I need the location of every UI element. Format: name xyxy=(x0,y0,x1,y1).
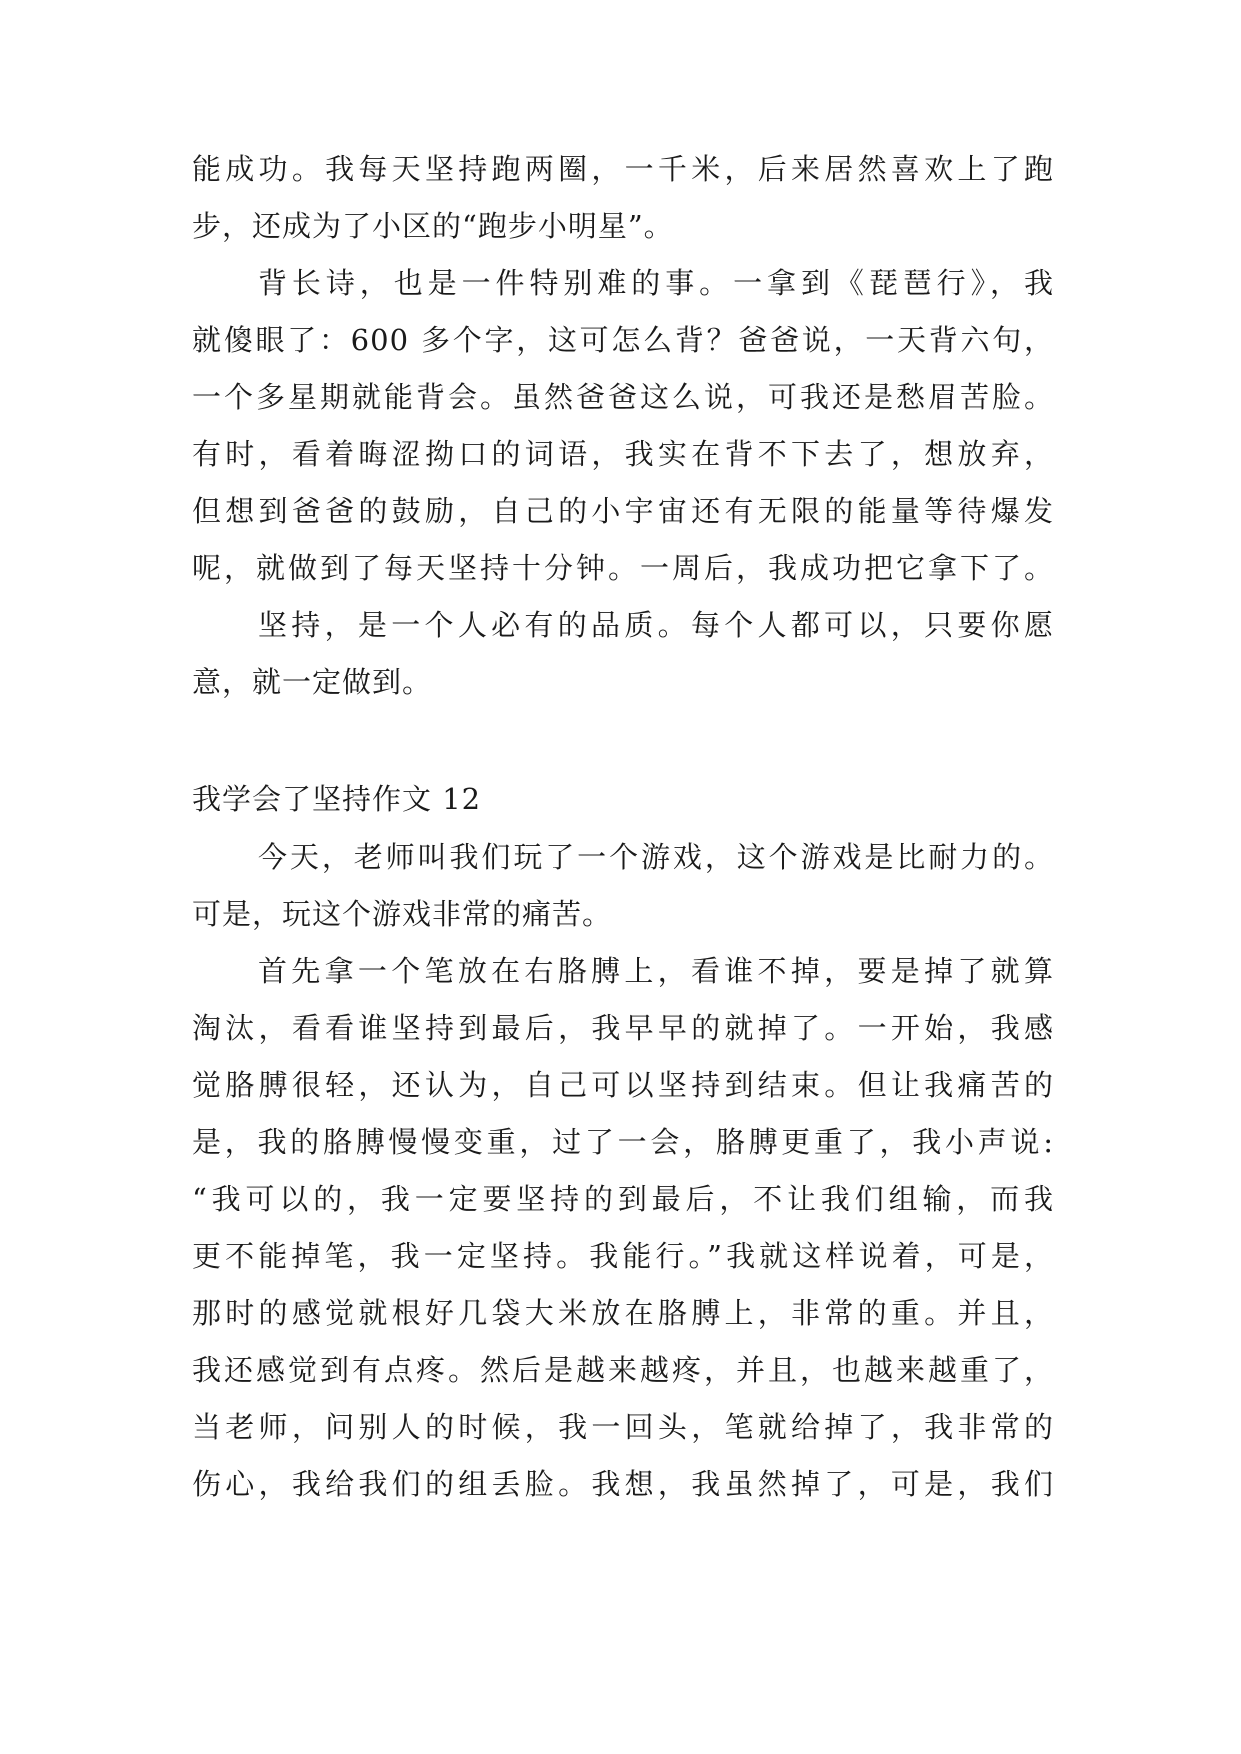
text-line: 那时的感觉就根好几袋大米放在胳膊上，非常的重。并且， xyxy=(192,1296,1054,1330)
text-line: 有时，看着晦涩拗口的词语，我实在背不下去了，想放弃， xyxy=(192,437,1054,471)
text-line: 可是，玩这个游戏非常的痛苦。 xyxy=(192,897,613,931)
text-line: 但想到爸爸的鼓励，自己的小宇宙还有无限的能量等待爆发 xyxy=(192,494,1054,528)
text-line: 步，还成为了小区的“跑步小明星”。 xyxy=(192,209,674,243)
text-line: 意，就一定做到。 xyxy=(192,665,433,699)
text-line: 首先拿一个笔放在右胳膊上，看谁不掉，要是掉了就算 xyxy=(258,954,1054,988)
text-line: 一个多星期就能背会。虽然爸爸这么说，可我还是愁眉苦脸。 xyxy=(192,380,1054,414)
text-line: 觉胳膊很轻，还认为，自己可以坚持到结束。但让我痛苦的 xyxy=(192,1068,1054,1102)
text-line: “我可以的，我一定要坚持的到最后，不让我们组输，而我 xyxy=(192,1182,1054,1216)
text-line: 就傻眼了：600 多个字，这可怎么背？爸爸说，一天背六句， xyxy=(192,323,1054,357)
text-line: 伤心，我给我们的组丢脸。我想，我虽然掉了，可是，我们 xyxy=(192,1467,1054,1501)
text-line: 呢，就做到了每天坚持十分钟。一周后，我成功把它拿下了。 xyxy=(192,551,1054,585)
essay-title: 我学会了坚持作文 12 xyxy=(192,782,482,816)
text-line: 是，我的胳膊慢慢变重，过了一会，胳膊更重了，我小声说: xyxy=(192,1125,1054,1159)
text-line: 坚持，是一个人必有的品质。每个人都可以，只要你愿 xyxy=(258,608,1054,642)
text-line: 我还感觉到有点疼。然后是越来越疼，并且，也越来越重了， xyxy=(192,1353,1054,1387)
text-line: 今天，老师叫我们玩了一个游戏，这个游戏是比耐力的。 xyxy=(258,840,1054,874)
text-line: 更不能掉笔，我一定坚持。我能行。”我就这样说着，可是， xyxy=(192,1239,1054,1273)
text-line: 背长诗，也是一件特别难的事。一拿到《琵琶行》，我 xyxy=(258,266,1054,300)
text-line: 当老师，问别人的时候，我一回头，笔就给掉了，我非常的 xyxy=(192,1410,1054,1444)
text-line: 淘汰，看看谁坚持到最后，我早早的就掉了。一开始，我感 xyxy=(192,1011,1054,1045)
text-line: 能成功。我每天坚持跑两圈，一千米，后来居然喜欢上了跑 xyxy=(192,152,1054,186)
